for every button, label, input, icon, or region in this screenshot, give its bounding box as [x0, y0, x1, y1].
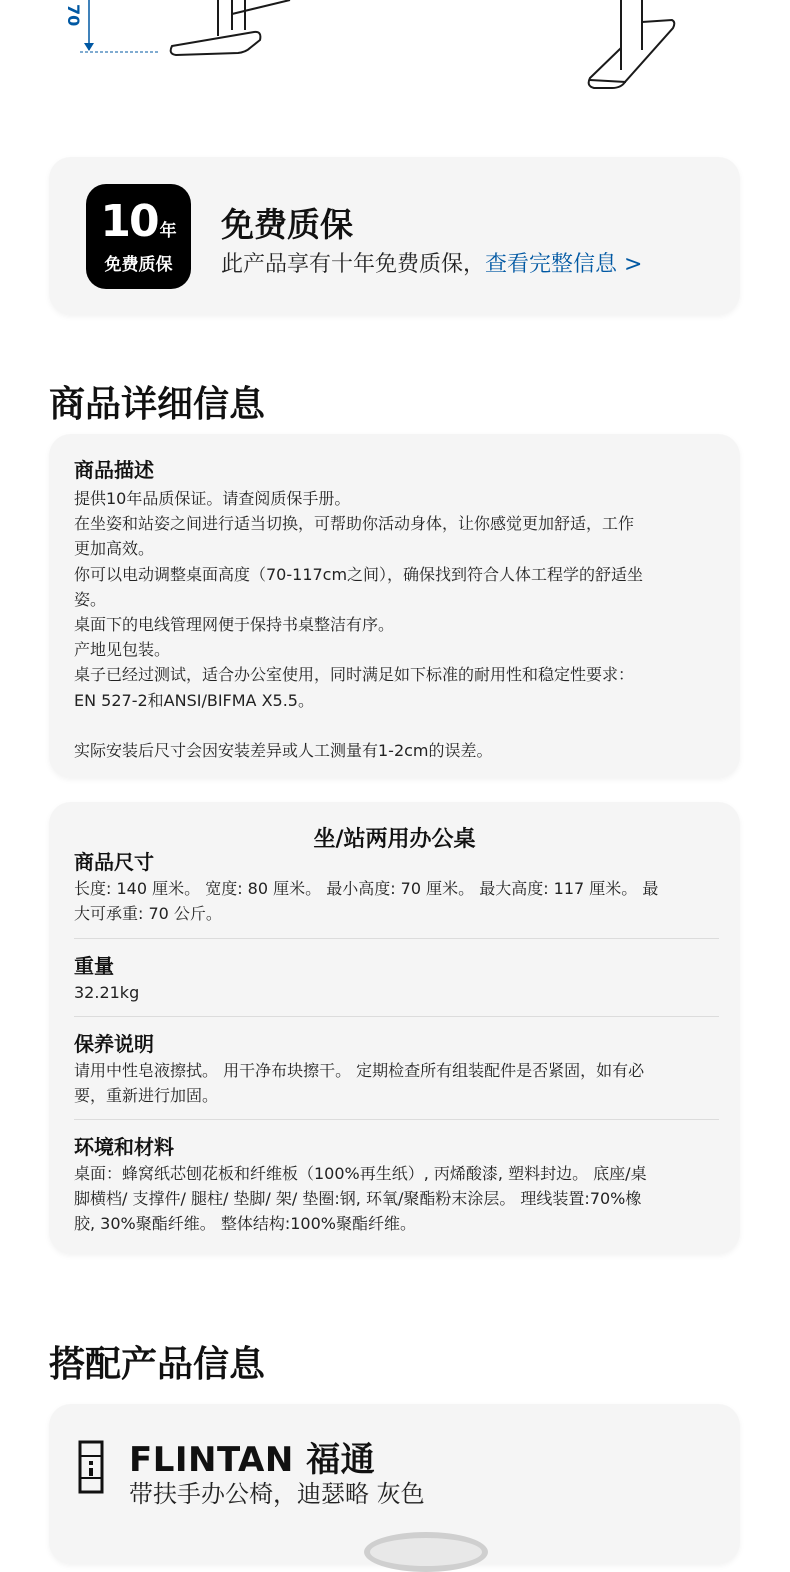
weight-title: 重量	[74, 954, 114, 978]
materials-section	[74, 1133, 719, 1237]
warranty-card	[49, 157, 740, 315]
matching-products-heading: 搭配产品信息	[49, 1344, 266, 1385]
description-line: 提供10年品质保证。请查阅质保手册。	[74, 489, 351, 508]
weight-value: 32.21kg	[74, 983, 140, 1002]
chair-image	[364, 1532, 488, 1572]
dimension-label: 70	[64, 4, 83, 27]
description-line: 产地见包装。	[74, 640, 171, 660]
specs-product-name: 坐/站两用办公桌	[313, 827, 476, 852]
desk-dimension-diagram	[0, 0, 790, 130]
matching-product-card[interactable]	[49, 1404, 740, 1564]
badge-caption: 免费质保	[104, 255, 173, 275]
divider	[74, 1016, 719, 1017]
badge-unit: 年	[159, 221, 177, 241]
chair-icon	[78, 1440, 104, 1494]
product-specs-card	[49, 802, 740, 1254]
description-line: 你可以电动调整桌面高度（70-117cm之间），确保找到符合人体工程学的舒适坐	[74, 564, 644, 584]
product-description-card	[49, 434, 740, 778]
warranty-title: 免费质保	[221, 205, 353, 244]
care-section	[74, 1030, 719, 1108]
care-line: 请用中性皂液擦拭。 用干净布块擦干。 定期检查所有组装配件是否紧固，如有必	[74, 1061, 645, 1080]
warranty-info-link[interactable]: 查看完整信息 >	[485, 252, 643, 277]
dimension-marker	[64, 0, 160, 52]
description-line: EN 527-2和ANSI/BIFMA X5.5。	[74, 690, 314, 710]
materials-line: 胶, 30%聚酯纤维。 整体结构:100%聚酯纤维。	[74, 1214, 416, 1234]
matching-product-subtitle: 带扶手办公椅，迪瑟略 灰色	[129, 1480, 425, 1508]
materials-line: 桌面：蜂窝纸芯刨花板和纤维板（100%再生纸）, 丙烯酸漆, 塑料封边。 底座/桌	[74, 1164, 647, 1183]
description-content	[74, 456, 714, 763]
description-line: 桌面下的电线管理网便于保持书桌整洁有序。	[74, 615, 395, 635]
desk-leg-left	[171, 0, 290, 55]
materials-line: 脚横档/ 支撑件/ 腿柱/ 垫脚/ 架/ 垫圈:钢, 环氧/聚酯粉末涂层。 理线装置:70%橡	[74, 1189, 642, 1209]
dimensions-title: 商品尺寸	[74, 850, 154, 874]
product-details-heading: 商品详细信息	[49, 384, 266, 425]
care-title: 保养说明	[74, 1032, 154, 1056]
matching-product-name[interactable]: FLINTAN 福通	[129, 1440, 376, 1480]
warranty-badge	[86, 184, 191, 289]
description-line: 桌子已经过测试，适合办公室使用，同时满足如下标准的耐用性和稳定性要求：	[74, 665, 635, 685]
description-line: 在坐姿和站姿之间进行适当切换，可帮助你活动身体，让你感觉更加舒适，工作	[74, 514, 635, 534]
measurement-note: 实际安装后尺寸会因安装差异或人工测量有1-2cm的误差。	[74, 740, 493, 760]
care-line: 要，重新进行加固。	[74, 1086, 219, 1106]
badge-number: 10	[100, 196, 158, 247]
divider	[74, 1119, 719, 1120]
description-title: 商品描述	[74, 458, 154, 482]
warranty-text: 此产品享有十年免费质保，	[221, 252, 486, 277]
description-line: 更加高效。	[74, 539, 155, 559]
description-line: 姿。	[74, 589, 107, 609]
weight-section	[74, 952, 719, 1005]
dimensions-section	[74, 848, 719, 926]
divider	[74, 938, 719, 939]
desk-leg-right	[589, 0, 675, 88]
warranty-text-row	[221, 247, 642, 278]
materials-title: 环境和材料	[74, 1135, 174, 1159]
dimensions-line: 大可承重: 70 公斤。	[74, 904, 222, 924]
dimensions-line: 长度: 140 厘米。 宽度: 80 厘米。 最小高度: 70 厘米。 最大高度: 117 厘米。 最	[74, 879, 659, 898]
